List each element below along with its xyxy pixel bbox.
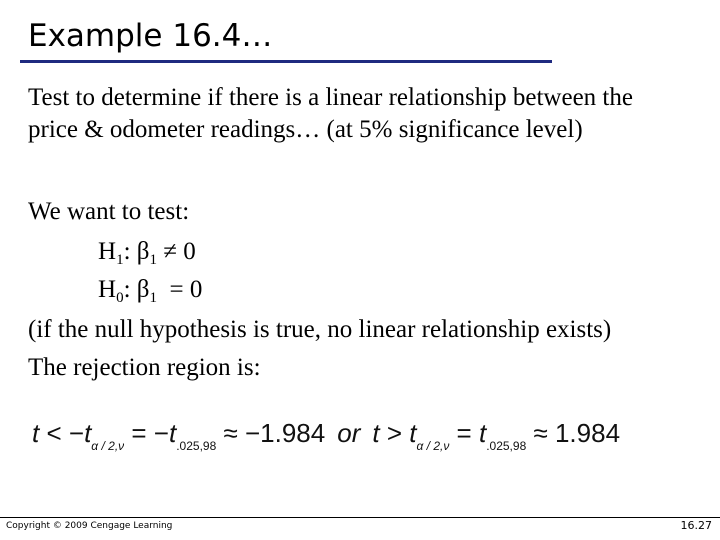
formula-sub-alpha2: α / 2,ν	[416, 439, 450, 453]
h1-index: 1	[116, 252, 124, 268]
h1-beta: β	[136, 238, 150, 265]
formula-lt: < −	[39, 418, 85, 448]
h1-letter: H	[98, 238, 117, 265]
title-underline	[20, 60, 552, 63]
h1-relation: ≠ 0	[157, 238, 196, 265]
formula-or: or	[337, 418, 361, 448]
h0-beta: β	[136, 276, 150, 303]
formula-t2: t	[84, 418, 92, 448]
intro-line-1: Test to determine if there is a linear relationship between the	[28, 84, 633, 111]
rejection-region-formula	[32, 418, 621, 453]
null-note: (if the null hypothesis is true, no linear relationship exists)	[28, 316, 612, 343]
copyright-text: Copyright © 2009 Cengage Learning	[6, 521, 173, 531]
intro-line-2: price & odometer readings… (at 5% significance level)	[28, 116, 583, 143]
h0-index: 0	[116, 290, 124, 306]
formula-t6: t	[478, 418, 487, 448]
null-hypothesis	[98, 274, 202, 306]
formula-t4: t	[372, 418, 380, 448]
formula-gt: >	[379, 418, 410, 448]
formula-approx1: ≈ −1.984	[216, 418, 326, 448]
formula-sub-025: .025,98	[176, 439, 217, 453]
footer-rule	[0, 517, 720, 518]
formula-t: t	[32, 418, 40, 448]
page-number: 16.27	[680, 519, 712, 532]
h1-beta-index: 1	[149, 252, 157, 268]
formula-sub-0252: .025,98	[486, 439, 527, 453]
h1-colon: :	[123, 238, 137, 265]
h0-relation: = 0	[157, 276, 203, 303]
rejection-region-label: The rejection region is:	[28, 354, 261, 381]
formula-eq: = −	[124, 418, 169, 448]
h0-colon: :	[123, 276, 137, 303]
alternative-hypothesis	[98, 236, 196, 268]
formula-t3: t	[168, 418, 177, 448]
formula-t5: t	[409, 418, 417, 448]
slide-title: Example 16.4…	[28, 18, 273, 54]
formula-eq2: =	[449, 418, 479, 448]
h0-beta-index: 1	[149, 290, 157, 306]
want-to-test: We want to test:	[28, 198, 190, 225]
formula-sub-alpha: α / 2,ν	[91, 439, 125, 453]
h0-letter: H	[98, 276, 117, 303]
formula-approx2: ≈ 1.984	[526, 418, 621, 448]
